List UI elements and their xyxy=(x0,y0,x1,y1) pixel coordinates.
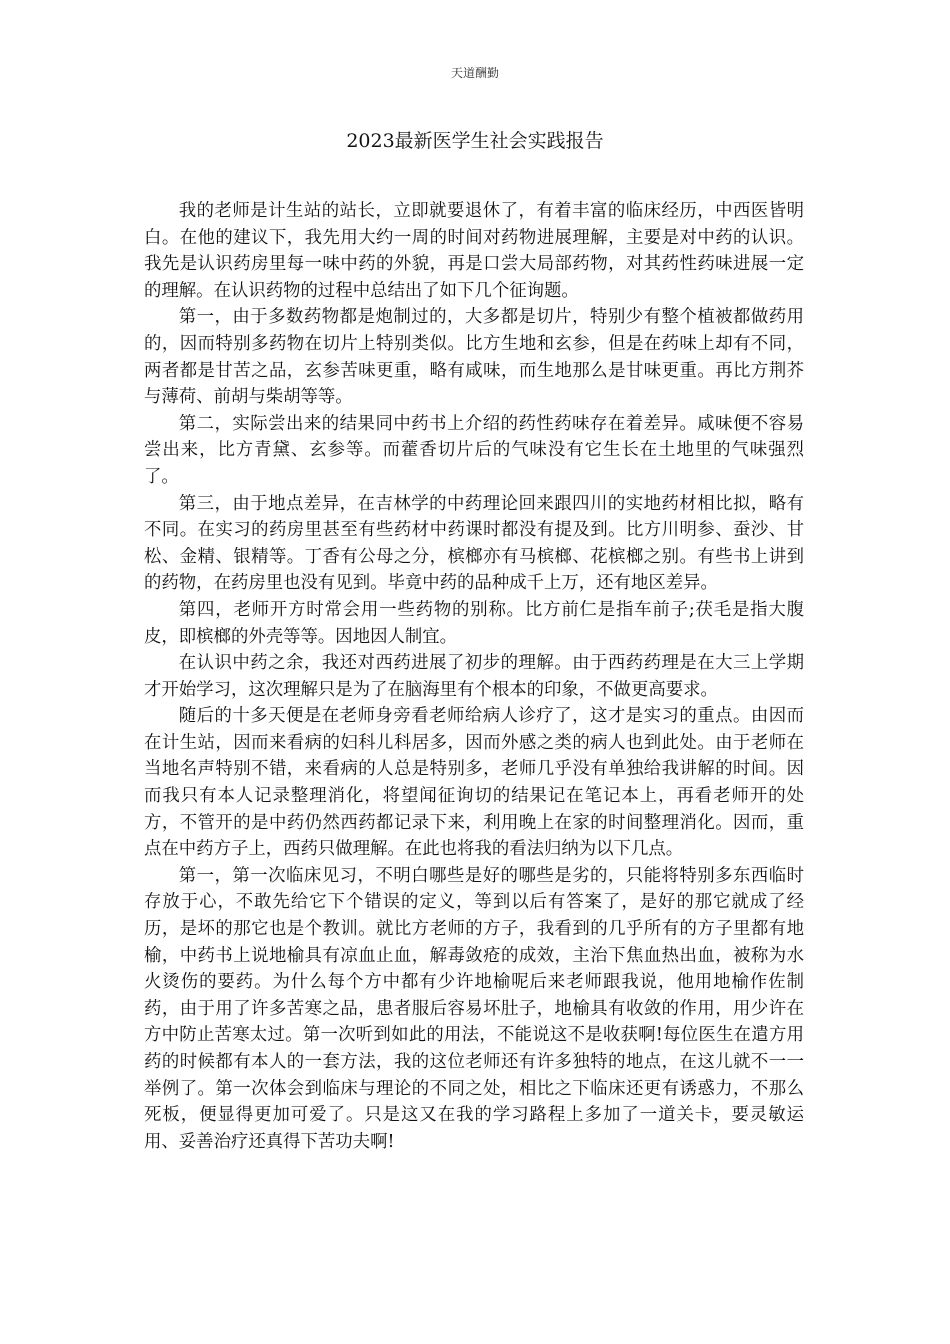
document-body xyxy=(144,198,804,1155)
paragraph: 第三，由于地点差异，在吉林学的中药理论回来跟四川的实地药材相比拟，略有不同。在实习的药房里甚至有些药材中药课时都没有提及到。比方川明参、蚕沙、甘松、金精、银精等。丁香有公母之分，槟榔亦有马槟榔、花槟榔之别。有些书上讲到的药物，在药房里也没有见到。毕竟中药的品种成千上万，还有地区差异。 xyxy=(144,493,804,594)
page-header: 天道酬勤 xyxy=(450,66,499,80)
paragraph: 我的老师是计生站的站长，立即就要退休了，有着丰富的临床经历，中西医皆明白。在他的建议下，我先用大约一周的时间对药物进展理解，主要是对中药的认识。我先是认识药房里每一味中药的外貌，再是口尝大局部药物，对其药性药味进展一定的理解。在认识药物的过程中总结出了如下几个征询题。 xyxy=(144,201,804,301)
paragraph: 在认识中药之余，我还对西药进展了初步的理解。由于西药药理是在大三上学期才开始学习，这次理解只是为了在脑海里有个根本的印象，不做更高要求。 xyxy=(144,653,804,700)
paragraph: 第二，实际尝出来的结果同中药书上介绍的药性药味存在着差异。咸味便不容易尝出来，比方青黛、玄参等。而藿香切片后的气味没有它生长在土地里的气味强烈了。 xyxy=(144,413,804,487)
paragraph: 第四，老师开方时常会用一些药物的别称。比方前仁是指车前子;茯毛是指大腹皮，即槟榔的外壳等等。因地因人制宜。 xyxy=(144,599,804,647)
document-title: 2023最新医学生社会实践报告 xyxy=(346,130,604,152)
paragraph: 第一，由于多数药物都是炮制过的，大多都是切片，特别少有整个植被都做药用的，因而特别多药物在切片上特别类似。比方生地和玄参，但是在药味上却有不同，两者都是甘苦之品，玄参苦味更重，略有咸味，而生地那么是甘味更重。再比方荆芥与薄荷、前胡与柴胡等等。 xyxy=(144,307,804,408)
paragraph: 第一，第一次临床见习，不明白哪些是好的哪些是劣的，只能将特别多东西临时存放于心，不敢先给它下个错误的定义，等到以后有答案了，是好的那它就成了经历，是坏的那它也是个教训。就比方老师的方子，我看到的几乎所有的方子里都有地榆，中药书上说地榆具有凉血止血，解毒敛疮的成效，主治下焦血热出血，被称为水火烫伤的要药。为什么每个方中都有少许地榆呢后来老师跟我说，他用地榆作佐制药，由于用了许多苦寒之品，患者服后容易坏肚子，地榆具有收敛的作用，用少许在方中防止苦寒太过。第一次听到如此的用法，不能说这不是收获啊!每位医生在遣方用药的时候都有本人的一套方法，我的这位老师还有许多独特的地点，在这儿就不一一举例了。第一次体会到临床与理论的不同之处，相比之下临床还更有诱惑力，不那么死板，便显得更加可爱了。只是这又在我的学习路程上多加了一道关卡，要灵敏运用、妥善治疗还真得下苦功夫啊! xyxy=(144,865,804,1152)
paragraph: 随后的十多天便是在老师身旁看老师给病人诊疗了，这才是实习的重点。由因而在计生站，因而来看病的妇科儿科居多，因而外感之类的病人也到此处。由于老师在当地名声特别不错，来看病的人总是特别多，老师几乎没有单独给我讲解的时间。因而我只有本人记录整理消化，将望闻征询切的结果记在笔记本上，再看老师开的处方，不管开的是中药仍然西药都记录下来，利用晚上在家的时间整理消化。因而，重点在中药方子上，西药只做理解。在此也将我的看法归纳为以下几点。 xyxy=(144,706,804,860)
